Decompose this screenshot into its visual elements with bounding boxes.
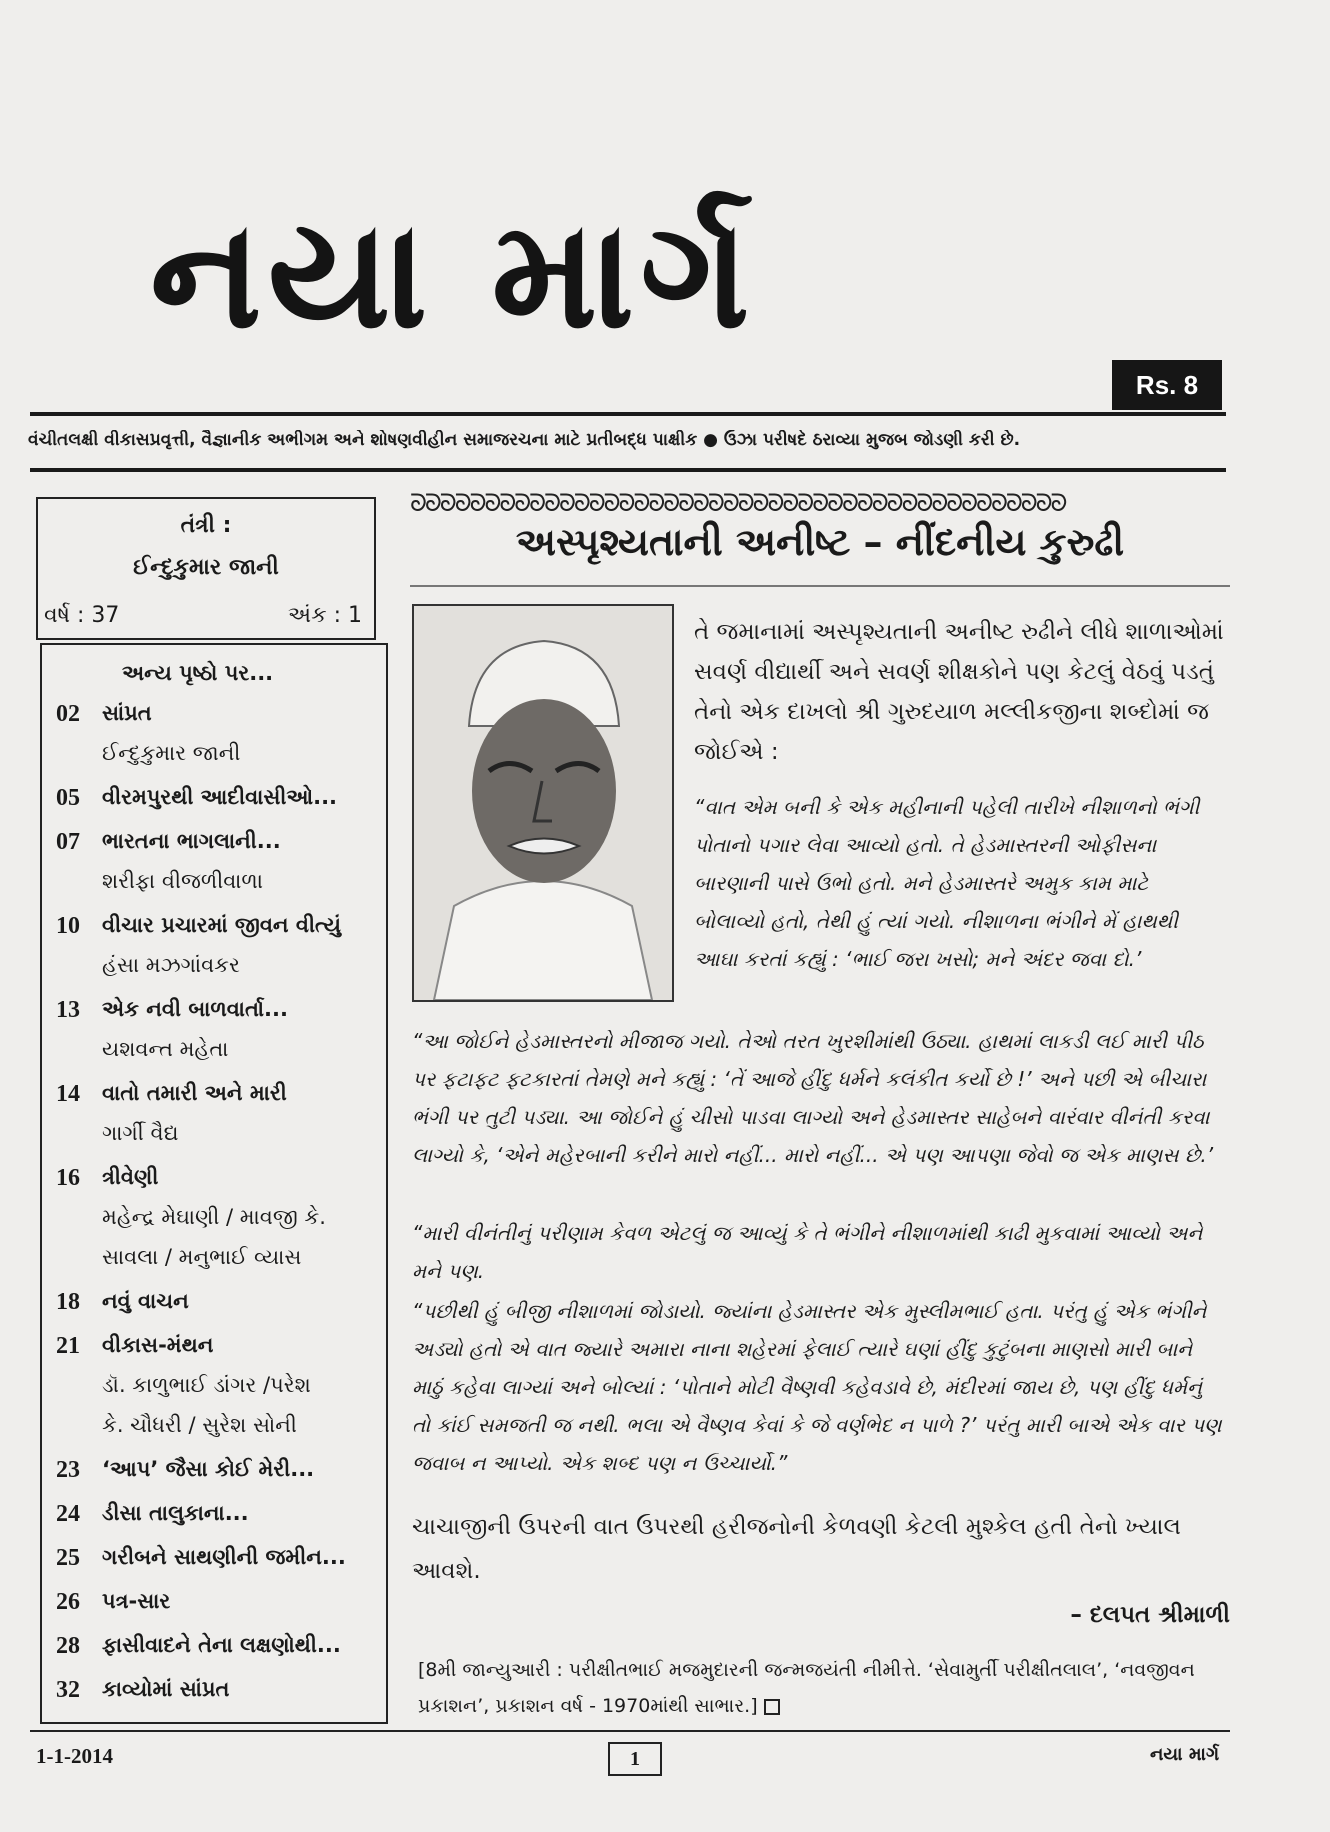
toc-title[interactable]: વીકાસ-મંથન [102, 1333, 214, 1357]
toc-author: હંસા મઝગાંવકર [102, 953, 240, 977]
toc-author: ગાર્ગી વૈદ્ય [102, 1121, 179, 1145]
article-headline: અસ્પૃશ્યતાની અનીષ્ટ – નીંદનીય કુરુઢી [515, 520, 1125, 564]
toc-heading: અન્ય પૃષ્ઠો પર... [122, 661, 274, 685]
source-note-text: [8મી જાન્યુઆરી : પરીક્ષીતભાઈ મજમુદારની જન્મજયંતી નીમીત્તે. ‘સેવામુર્તી પરીક્ષીતલાલ’, ‘નવજીવન પ્રકાશન’, પ્રકાશન વર્ષ - 1970માંથી સાભાર.] [418, 1659, 1195, 1717]
toc-title[interactable]: વાતો તમારી અને મારી [102, 1081, 287, 1105]
toc-title[interactable]: કાવ્યોમાં સાંપ્રત [102, 1677, 230, 1701]
volume-number: વર્ષ : 37 [44, 603, 120, 628]
quote-paragraph: “આ જોઈને હેડમાસ્તરનો મીજાજ ગયો. તેઓ તરત ખુરશીમાંથી ઉઠ્યા. હાથમાં લાકડી લઈ મારી પીઠ પર ફટાફટ ફટકારતાં તેમણે મને કહ્યું : ‘તેં આજે હીંદુ ધર્મને કલંકીત કર્યો છે !’ અને પછી એ બીચારા ભંગી પર તુટી પડ્યા. આ જોઈને હું ચીસો પાડવા લાગ્યો અને હેડમાસ્તર સાહેબને વારંવાર વીનંતી કરવા લાગ્યો કે, ‘એને મહેરબાની કરીને મારો નહીં... મારો નહીં... એ પણ આપણા જેવો જ એક માણસ છે.’ [412, 1029, 1214, 1167]
issue-number: અંક : 1 [287, 603, 362, 628]
toc-page-number: 23 [56, 1457, 80, 1483]
toc-title[interactable]: એક નવી બાળવાર્તા... [102, 997, 288, 1021]
toc-title[interactable]: વીરમપુરથી આદીવાસીઓ... [102, 785, 338, 809]
tagline-rule [30, 468, 1226, 472]
toc-page-number: 28 [56, 1633, 80, 1659]
masthead-title: નયા માર્ગ [150, 188, 756, 362]
toc-title[interactable]: પત્ર-સાર [102, 1589, 171, 1613]
toc-author: યશવન્ત મહેતા [102, 1037, 229, 1061]
footer-rule [30, 1730, 1230, 1732]
toc-author: મહેન્દ્ર મેઘાણી / માવજી કે. [102, 1205, 326, 1229]
toc-author: ઈન્દુકુમાર જાની [102, 741, 241, 765]
toc-title[interactable]: ફાસીવાદને તેના લક્ષણોથી... [102, 1633, 341, 1657]
editor-box [36, 497, 376, 640]
toc-title[interactable]: ભારતના ભાગલાની... [102, 829, 281, 853]
toc-author: શરીફા વીજળીવાળા [102, 869, 263, 893]
decorative-border: ᘐᘐᘐᘐᘐᘐᘐᘐᘐᘐᘐᘐᘐᘐᘐᘐᘐᘐᘐᘐᘐᘐᘐᘐᘐᘐᘐᘐᘐᘐᘐᘐᘐᘐᘐᘐᘐᘐᘐᘐᘐᘐᘐᘐ [410, 489, 1066, 517]
table-of-contents [40, 643, 388, 1724]
toc-page-number: 02 [56, 701, 80, 727]
toc-page-number: 10 [56, 913, 80, 939]
page-number: 1 [608, 1742, 662, 1776]
editor-name: ઈન્દુકુમાર જાની [133, 555, 279, 580]
tagline: વંચીતલક્ષી વીકાસપ્રવૃત્તી, વૈજ્ઞાનીક અભીગમ અને શોષણવીહીન સમાજરચના માટે પ્રતીબદ્ધ પાક્ષીક ● ઉંઝા પરીષદે ઠરાવ્યા મુજબ જોડણી કરી છે. [28, 430, 1021, 450]
end-mark-icon [764, 1699, 780, 1715]
portrait-photo [412, 604, 674, 1002]
toc-page-number: 16 [56, 1165, 80, 1191]
portrait-image [414, 606, 672, 1000]
article-intro: તે જમાનામાં અસ્પૃશ્યતાની અનીષ્ટ રુઢીને લીધે શાળાઓમાં સવર્ણ વીદ્યાર્થી અને સવર્ણ શીક્ષકોને પણ કેટલું વેઠવું પડતું તેનો એક દાખલો શ્રી ગુરુદયાળ મલ્લીકજીના શબ્દોમાં જ જોઈએ : [694, 619, 1224, 765]
toc-page-number: 07 [56, 829, 80, 855]
toc-author: સાવલા / મનુભાઈ વ્યાસ [102, 1245, 302, 1269]
toc-page-number: 21 [56, 1333, 80, 1359]
toc-page-number: 32 [56, 1677, 80, 1703]
conclusion-paragraph: ચાચાજીની ઉપરની વાત ઉપરથી હરીજનોની કેળવણી કેટલી મુશ્કેલ હતી તેનો ખ્યાલ આવશે. [412, 1514, 1181, 1584]
toc-title[interactable]: ત્રીવેણી [102, 1165, 159, 1189]
toc-title[interactable]: ગરીબને સાથણીની જમીન... [102, 1545, 346, 1569]
toc-title[interactable]: નવું વાચન [102, 1289, 189, 1313]
toc-author: ડૉ. કાળુભાઈ ડાંગર /પરેશ [102, 1373, 311, 1397]
author-signature: – દલપત શ્રીમાળી [1070, 1602, 1230, 1628]
quote-paragraph: “મારી વીનંતીનું પરીણામ કેવળ એટલું જ આવ્યું કે તે ભંગીને નીશાળમાંથી કાઢી મુકવામાં આવ્યો અને મને પણ. [412, 1221, 1203, 1283]
footer-date: 1-1-2014 [36, 1744, 113, 1768]
toc-page-number: 05 [56, 785, 80, 811]
toc-title[interactable]: સાંપ્રત [102, 701, 152, 725]
toc-page-number: 24 [56, 1501, 80, 1527]
quote-paragraph: “વાત એમ બની કે એક મહીનાની પહેલી તારીખે નીશાળનો ભંગી પોતાનો પગાર લેવા આવ્યો હતો. તે હેડમાસ્તરની ઓફીસના બારણાની પાસે ઉભો હતો. મને હેડમાસ્તરે અમુક કામ માટે બોલાવ્યો હતો, તેથી હું ત્યાં ગયો. નીશાળના ભંગીને મેં હાથથી આઘા કરતાં કહ્યું : ‘ભાઈ જરા ખસો; મને અંદર જવા દો.’ [694, 795, 1200, 971]
headline-divider [410, 585, 1230, 587]
toc-title[interactable]: ડીસા તાલુકાના... [102, 1501, 249, 1525]
editor-label: તંત્રી : [180, 513, 232, 538]
toc-title[interactable]: ‘આપ’ જૈસા કોઈ મેરી... [102, 1457, 315, 1481]
toc-page-number: 13 [56, 997, 80, 1023]
toc-page-number: 26 [56, 1589, 80, 1615]
toc-page-number: 14 [56, 1081, 80, 1107]
top-rule [30, 412, 1226, 416]
source-note [418, 1652, 1230, 1724]
toc-page-number: 18 [56, 1289, 80, 1315]
footer-publication-name: નયા માર્ગ [1150, 1744, 1220, 1765]
toc-page-number: 25 [56, 1545, 80, 1571]
toc-title[interactable]: વીચાર પ્રચારમાં જીવન વીત્યું [102, 913, 341, 937]
toc-author: કે. ચૌધરી / સુરેશ સોની [102, 1413, 297, 1437]
price-badge: Rs. 8 [1112, 360, 1222, 410]
quote-paragraph: “પછીથી હું બીજી નીશાળમાં જોડાયો. જ્યાંના હેડમાસ્તર એક મુસ્લીમભાઈ હતા. પરંતુ હું એક ભંગીને અડ્યો હતો એ વાત જ્યારે અમારા નાના શહેરમાં ફેલાઈ ત્યારે ઘણાં હીંદુ કુટુંબના માણસો મારી બાને માઠું કહેવા લાગ્યાં અને બોલ્યાં : ‘પોતાને મોટી વૈષ્ણવી કહેવડાવે છે, મંદીરમાં જાય છે, પણ હીંદુ ધર્મનું તો કાંઈ સમજતી જ નથી. ભલા એ વૈષ્ણવ કેવાં કે જે વર્ણભેદ ન પાળે ?’ પરંતુ મારી બાએ એક વાર પણ જવાબ ન આપ્યો. એક શબ્દ પણ ન ઉચ્ચાર્યો.” [412, 1299, 1222, 1475]
